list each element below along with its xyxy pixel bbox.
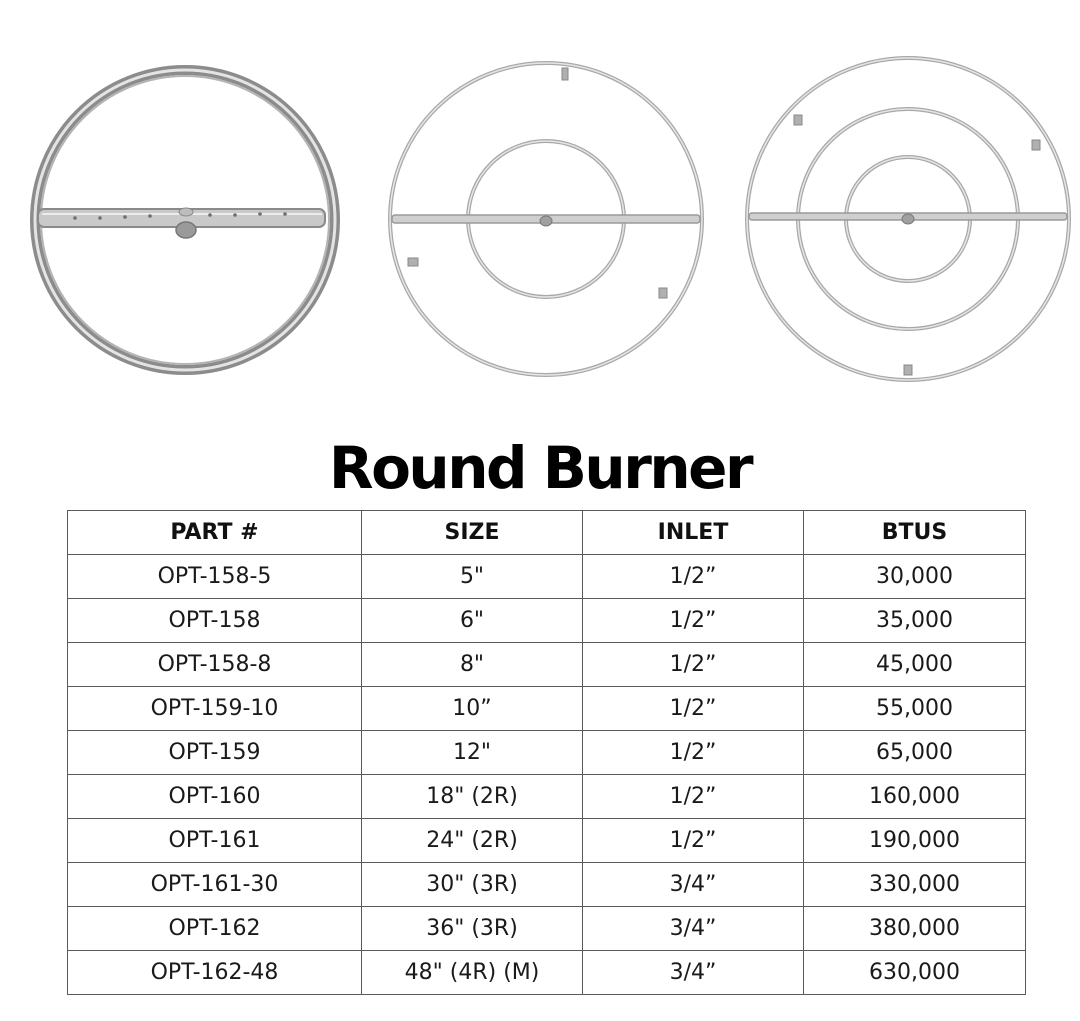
table-row bbox=[68, 907, 1026, 951]
single-ring-burner-icon bbox=[35, 70, 335, 370]
cell-inlet: 1/2” bbox=[583, 687, 804, 731]
cell-btus: 190,000 bbox=[804, 819, 1026, 863]
cell-inlet: 1/2” bbox=[583, 643, 804, 687]
cell-inlet: 3/4” bbox=[583, 951, 804, 995]
cell-btus: 630,000 bbox=[804, 951, 1026, 995]
double-ring-burner-icon bbox=[390, 63, 702, 375]
burner-spec-table bbox=[67, 510, 1026, 995]
cell-btus: 380,000 bbox=[804, 907, 1026, 951]
cell-part: OPT-158-5 bbox=[68, 555, 362, 599]
table-row bbox=[68, 819, 1026, 863]
cell-size: 36" (3R) bbox=[362, 907, 583, 951]
cell-part: OPT-159 bbox=[68, 731, 362, 775]
cell-size: 30" (3R) bbox=[362, 863, 583, 907]
cell-size: 24" (2R) bbox=[362, 819, 583, 863]
header-inlet: INLET bbox=[583, 511, 804, 555]
table-row bbox=[68, 599, 1026, 643]
header-size: SIZE bbox=[362, 511, 583, 555]
cell-part: OPT-158-8 bbox=[68, 643, 362, 687]
triple-ring-burner-icon bbox=[747, 58, 1069, 380]
cell-btus: 65,000 bbox=[804, 731, 1026, 775]
cell-part: OPT-160 bbox=[68, 775, 362, 819]
cell-part: OPT-162 bbox=[68, 907, 362, 951]
table-row bbox=[68, 555, 1026, 599]
cell-btus: 30,000 bbox=[804, 555, 1026, 599]
cell-size: 8" bbox=[362, 643, 583, 687]
burner-images bbox=[0, 0, 1080, 410]
cell-part: OPT-158 bbox=[68, 599, 362, 643]
cell-inlet: 1/2” bbox=[583, 555, 804, 599]
cell-size: 10” bbox=[362, 687, 583, 731]
table-row bbox=[68, 863, 1026, 907]
table-row bbox=[68, 731, 1026, 775]
cell-part: OPT-162-48 bbox=[68, 951, 362, 995]
table-row bbox=[68, 687, 1026, 731]
cell-size: 18" (2R) bbox=[362, 775, 583, 819]
cell-inlet: 1/2” bbox=[583, 731, 804, 775]
cell-inlet: 3/4” bbox=[583, 907, 804, 951]
table-header-row bbox=[68, 511, 1026, 555]
cell-size: 12" bbox=[362, 731, 583, 775]
cell-size: 5" bbox=[362, 555, 583, 599]
cell-btus: 160,000 bbox=[804, 775, 1026, 819]
header-btus: BTUS bbox=[804, 511, 1026, 555]
table-row bbox=[68, 951, 1026, 995]
cell-size: 48" (4R) (M) bbox=[362, 951, 583, 995]
page-title: Round Burner bbox=[328, 434, 752, 502]
cell-inlet: 1/2” bbox=[583, 819, 804, 863]
cell-part: OPT-159-10 bbox=[68, 687, 362, 731]
cell-inlet: 1/2” bbox=[583, 599, 804, 643]
header-part: PART # bbox=[68, 511, 362, 555]
cell-part: OPT-161-30 bbox=[68, 863, 362, 907]
cell-btus: 330,000 bbox=[804, 863, 1026, 907]
table-row bbox=[68, 775, 1026, 819]
cell-size: 6" bbox=[362, 599, 583, 643]
cell-btus: 55,000 bbox=[804, 687, 1026, 731]
cell-inlet: 1/2” bbox=[583, 775, 804, 819]
cell-btus: 45,000 bbox=[804, 643, 1026, 687]
cell-btus: 35,000 bbox=[804, 599, 1026, 643]
cell-inlet: 3/4” bbox=[583, 863, 804, 907]
cell-part: OPT-161 bbox=[68, 819, 362, 863]
table-row bbox=[68, 643, 1026, 687]
